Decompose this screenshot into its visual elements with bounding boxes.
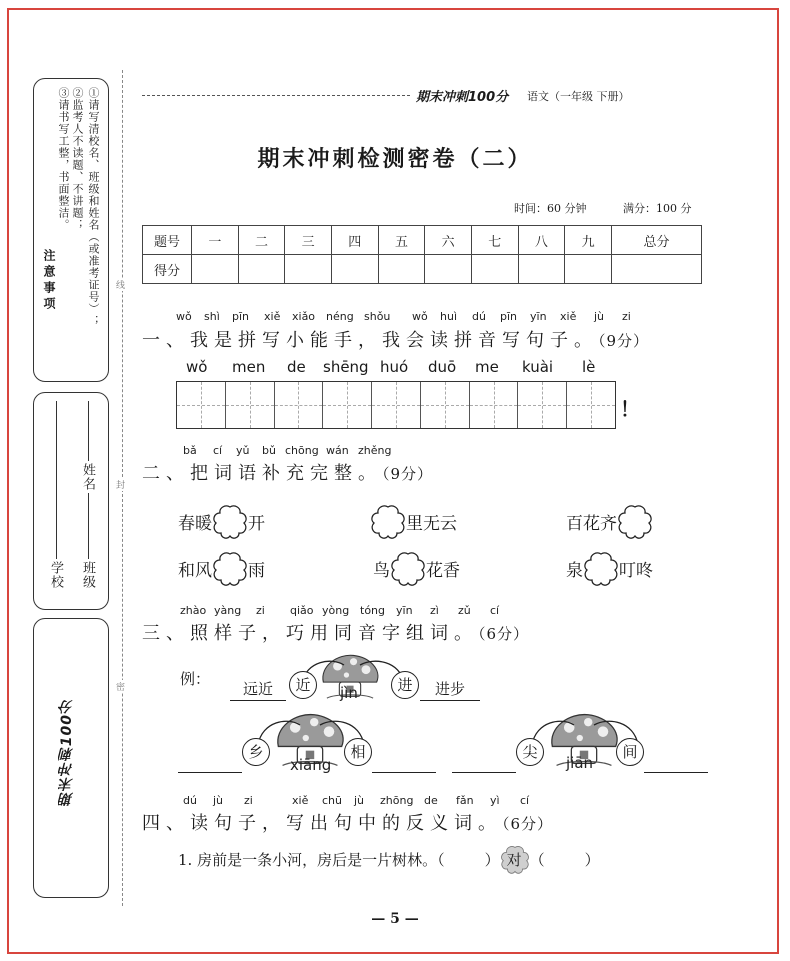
writing-grid[interactable]	[176, 381, 616, 429]
q3-pinyin: yàng	[214, 604, 242, 617]
grid-cell[interactable]	[177, 382, 226, 428]
q3-text-b: ，巧用同音字组词。	[262, 623, 478, 644]
grid-cell[interactable]	[470, 382, 519, 428]
score-table-row2-label: 得分	[143, 255, 192, 284]
col-5: 五	[378, 226, 425, 255]
q1-pinyin: shǒu	[364, 310, 391, 323]
header-dash	[142, 95, 410, 96]
q2-pinyin: cí	[213, 444, 223, 457]
q1-score: （9分）	[598, 332, 650, 350]
q3-pinyin: yòng	[322, 604, 350, 617]
q2-item-2-after: 里无云	[406, 513, 457, 534]
score-info: 满分：100 分	[623, 202, 692, 215]
q2-text: 二、把词语补充完整。	[142, 463, 382, 484]
class-line[interactable]	[88, 493, 89, 559]
cut-mark-3: 密	[116, 680, 125, 693]
q2-item-5-before: 鸟	[373, 560, 390, 581]
example-label: 例：	[180, 670, 211, 688]
col-7: 七	[471, 226, 518, 255]
q4-item-1-close: ）	[584, 850, 600, 869]
q2-score: （9分）	[382, 465, 434, 483]
q2-pinyin: wán	[326, 444, 349, 457]
flower-blank-icon[interactable]	[617, 503, 653, 539]
score-cell[interactable]	[378, 255, 425, 284]
score-table-row1-label: 题号	[143, 226, 192, 255]
q4-pinyin: cí	[520, 794, 530, 807]
score-cell[interactable]	[565, 255, 612, 284]
q2-item-6	[566, 550, 653, 586]
q2-pinyin: bǎ	[183, 444, 197, 457]
q3-pinyin: zì	[430, 604, 439, 617]
q4-score: （6分）	[502, 815, 554, 833]
col-3: 三	[285, 226, 332, 255]
sentence-pinyin: wǒ	[186, 358, 208, 376]
q4-item-1	[178, 844, 600, 874]
q1-pinyin: xiě	[264, 310, 281, 323]
col-6: 六	[425, 226, 472, 255]
item1-left-char: 乡	[242, 738, 270, 766]
grid-cell[interactable]	[275, 382, 324, 428]
score-cell[interactable]	[238, 255, 285, 284]
col-8: 八	[518, 226, 565, 255]
cut-mark-1: 线	[116, 278, 125, 291]
item2-pinyin: jiān	[566, 754, 594, 772]
school-label: 学校	[48, 561, 63, 589]
q4-item-1-mid: ）	[484, 850, 500, 869]
flower-blank-icon[interactable]	[390, 550, 426, 586]
grid-cell[interactable]	[567, 382, 615, 428]
q1-pinyin: huì	[440, 310, 457, 323]
score-table-score-row	[143, 255, 702, 284]
name-label: 姓名	[80, 463, 95, 491]
page-number: — 5 —	[371, 911, 419, 927]
example-left-word: 远近	[230, 678, 286, 701]
q1-pinyin: xiě	[560, 310, 577, 323]
q2-item-4-before: 和风	[178, 560, 212, 581]
info-box	[33, 392, 109, 610]
q3-heading	[142, 619, 529, 645]
q1-pinyin: zi	[622, 310, 631, 323]
q1-pinyin: néng	[326, 310, 354, 323]
answer-blank[interactable]	[372, 750, 436, 773]
sentence-pinyin: de	[287, 358, 306, 376]
q4-pinyin: zhōng	[380, 794, 414, 807]
score-cell[interactable]	[192, 255, 239, 284]
q1-pinyin: wǒ	[412, 310, 428, 323]
q4-pinyin: jù	[213, 794, 224, 807]
q3-text-a: 三、照样子	[142, 623, 262, 644]
dui-char: 对	[506, 851, 522, 869]
q2-pinyin: zhěng	[358, 444, 392, 457]
q4-item-1-end: （	[529, 850, 545, 869]
q2-item-3	[566, 503, 653, 539]
col-9: 九	[565, 226, 612, 255]
q1-text-a: 一、我是拼写小能手	[142, 330, 358, 351]
q3-score: （6分）	[478, 625, 530, 643]
q1-pinyin: pīn	[500, 310, 518, 323]
dui-flower	[500, 844, 530, 874]
class-label: 班级	[80, 561, 95, 589]
name-line[interactable]	[88, 401, 89, 461]
sentence-pinyin: huó	[380, 358, 409, 376]
q2-item-6-before: 泉	[566, 560, 583, 581]
q1-pinyin: dú	[472, 310, 486, 323]
q4-pinyin: jù	[354, 794, 365, 807]
school-line[interactable]	[56, 401, 57, 559]
score-cell[interactable]	[518, 255, 565, 284]
col-2: 二	[238, 226, 285, 255]
sentence-pinyin: duō	[428, 358, 457, 376]
flower-blank-icon[interactable]	[212, 550, 248, 586]
flower-blank-icon[interactable]	[370, 503, 406, 539]
sentence-pinyin: shēng	[323, 358, 369, 376]
time-info: 时间：60 分钟	[514, 202, 587, 215]
exclamation-mark: ！	[620, 397, 640, 421]
q1-text-b: ，我会读拼音写句子。	[358, 330, 598, 351]
q4-pinyin: xiě	[292, 794, 309, 807]
q3-pinyin: zǔ	[458, 604, 471, 617]
q2-item-6-after: 叮咚	[619, 560, 653, 581]
q4-pinyin: zi	[244, 794, 253, 807]
item1-pinyin: xiāng	[290, 756, 332, 774]
q2-item-1	[178, 503, 265, 539]
notice-item-1: ①请写清校名、班级和姓名（或准考证号）；	[87, 87, 100, 327]
sidebar-brand: 期末冲刺100分	[59, 699, 75, 807]
q2-pinyin: bǔ	[262, 444, 276, 457]
sentence-pinyin: lè	[582, 358, 596, 376]
q4-heading	[142, 809, 553, 835]
q2-item-4	[178, 550, 265, 586]
col-4: 四	[331, 226, 378, 255]
page-title: 期末冲刺检测密卷（二）	[257, 146, 533, 172]
q4-pinyin: fǎn	[456, 794, 474, 807]
grid-cell[interactable]	[372, 382, 421, 428]
q1-pinyin: shì	[204, 310, 220, 323]
item2-left-char: 尖	[516, 738, 544, 766]
sentence-pinyin: kuài	[522, 358, 554, 376]
grid-cell[interactable]	[518, 382, 567, 428]
q3-pinyin: zhào	[180, 604, 207, 617]
flower-blank-icon[interactable]	[212, 503, 248, 539]
example-left-char: 近	[289, 671, 317, 699]
q4-pinyin: de	[424, 794, 438, 807]
q1-pinyin: yīn	[530, 310, 547, 323]
running-header	[142, 86, 702, 104]
q3-pinyin: yīn	[396, 604, 413, 617]
grid-cell[interactable]	[421, 382, 470, 428]
q1-pinyin: jù	[594, 310, 605, 323]
q2-pinyin: yǔ	[236, 444, 250, 457]
col-1: 一	[192, 226, 239, 255]
header-brand: 期末冲刺100分	[416, 90, 509, 105]
q4-text-b: ，写出句中的反义词。	[262, 813, 502, 834]
notice-item-2: ②监考人不读题、不讲题；	[71, 87, 84, 231]
q2-pinyin: chōng	[285, 444, 319, 457]
q4-text-a: 四、读句子	[142, 813, 262, 834]
sentence-pinyin: me	[475, 358, 499, 376]
q3-pinyin: tóng	[360, 604, 385, 617]
q4-item-1-text: 1. 房前是一条小河，房后是一片树林。（	[178, 850, 445, 869]
q2-item-5	[373, 550, 460, 586]
col-total: 总分	[611, 226, 701, 255]
example-pinyin: jìn	[340, 684, 358, 702]
sentence-pinyin: men	[232, 358, 266, 376]
q3-pinyin: qiǎo	[290, 604, 314, 617]
score-cell[interactable]	[285, 255, 332, 284]
q2-item-2	[370, 503, 457, 539]
brand-box	[33, 618, 109, 898]
score-table	[142, 225, 702, 284]
q4-pinyin: chū	[322, 794, 342, 807]
item2-right-char: 间	[616, 738, 644, 766]
q2-heading	[142, 459, 433, 485]
grid-cell[interactable]	[323, 382, 372, 428]
example-right-char: 进	[391, 671, 419, 699]
score-table-header-row	[143, 226, 702, 255]
q1-heading	[142, 326, 649, 352]
q2-item-1-before: 春暖	[178, 513, 212, 534]
q4-pinyin: dú	[183, 794, 197, 807]
notice-item-3: ③请书写工整，书面整洁。	[57, 87, 70, 231]
q1-pinyin: pīn	[232, 310, 250, 323]
q3-pinyin: zi	[256, 604, 265, 617]
answer-blank[interactable]	[644, 750, 708, 773]
q2-item-4-after: 雨	[248, 560, 265, 581]
answer-blank[interactable]	[452, 750, 516, 773]
header-subtitle: 语文（一年级 下册）	[527, 90, 630, 103]
q1-pinyin: wǒ	[176, 310, 192, 323]
score-cell[interactable]	[611, 255, 701, 284]
q3-pinyin: cí	[490, 604, 500, 617]
q4-pinyin: yì	[490, 794, 500, 807]
q1-pinyin: xiǎo	[292, 310, 316, 323]
score-cell[interactable]	[425, 255, 472, 284]
score-cell[interactable]	[331, 255, 378, 284]
flower-blank-icon[interactable]	[583, 550, 619, 586]
q2-item-3-before: 百花齐	[566, 513, 617, 534]
example-right-word: 进步	[420, 678, 480, 701]
grid-cell[interactable]	[226, 382, 275, 428]
cut-mark-2: 封	[116, 478, 125, 491]
q2-item-5-after: 花香	[426, 560, 460, 581]
item1-right-char: 相	[344, 738, 372, 766]
notice-box	[33, 78, 109, 382]
answer-blank[interactable]	[178, 750, 242, 773]
score-cell[interactable]	[471, 255, 518, 284]
q2-item-1-after: 开	[248, 513, 265, 534]
notice-label: 注意事项	[42, 249, 56, 313]
